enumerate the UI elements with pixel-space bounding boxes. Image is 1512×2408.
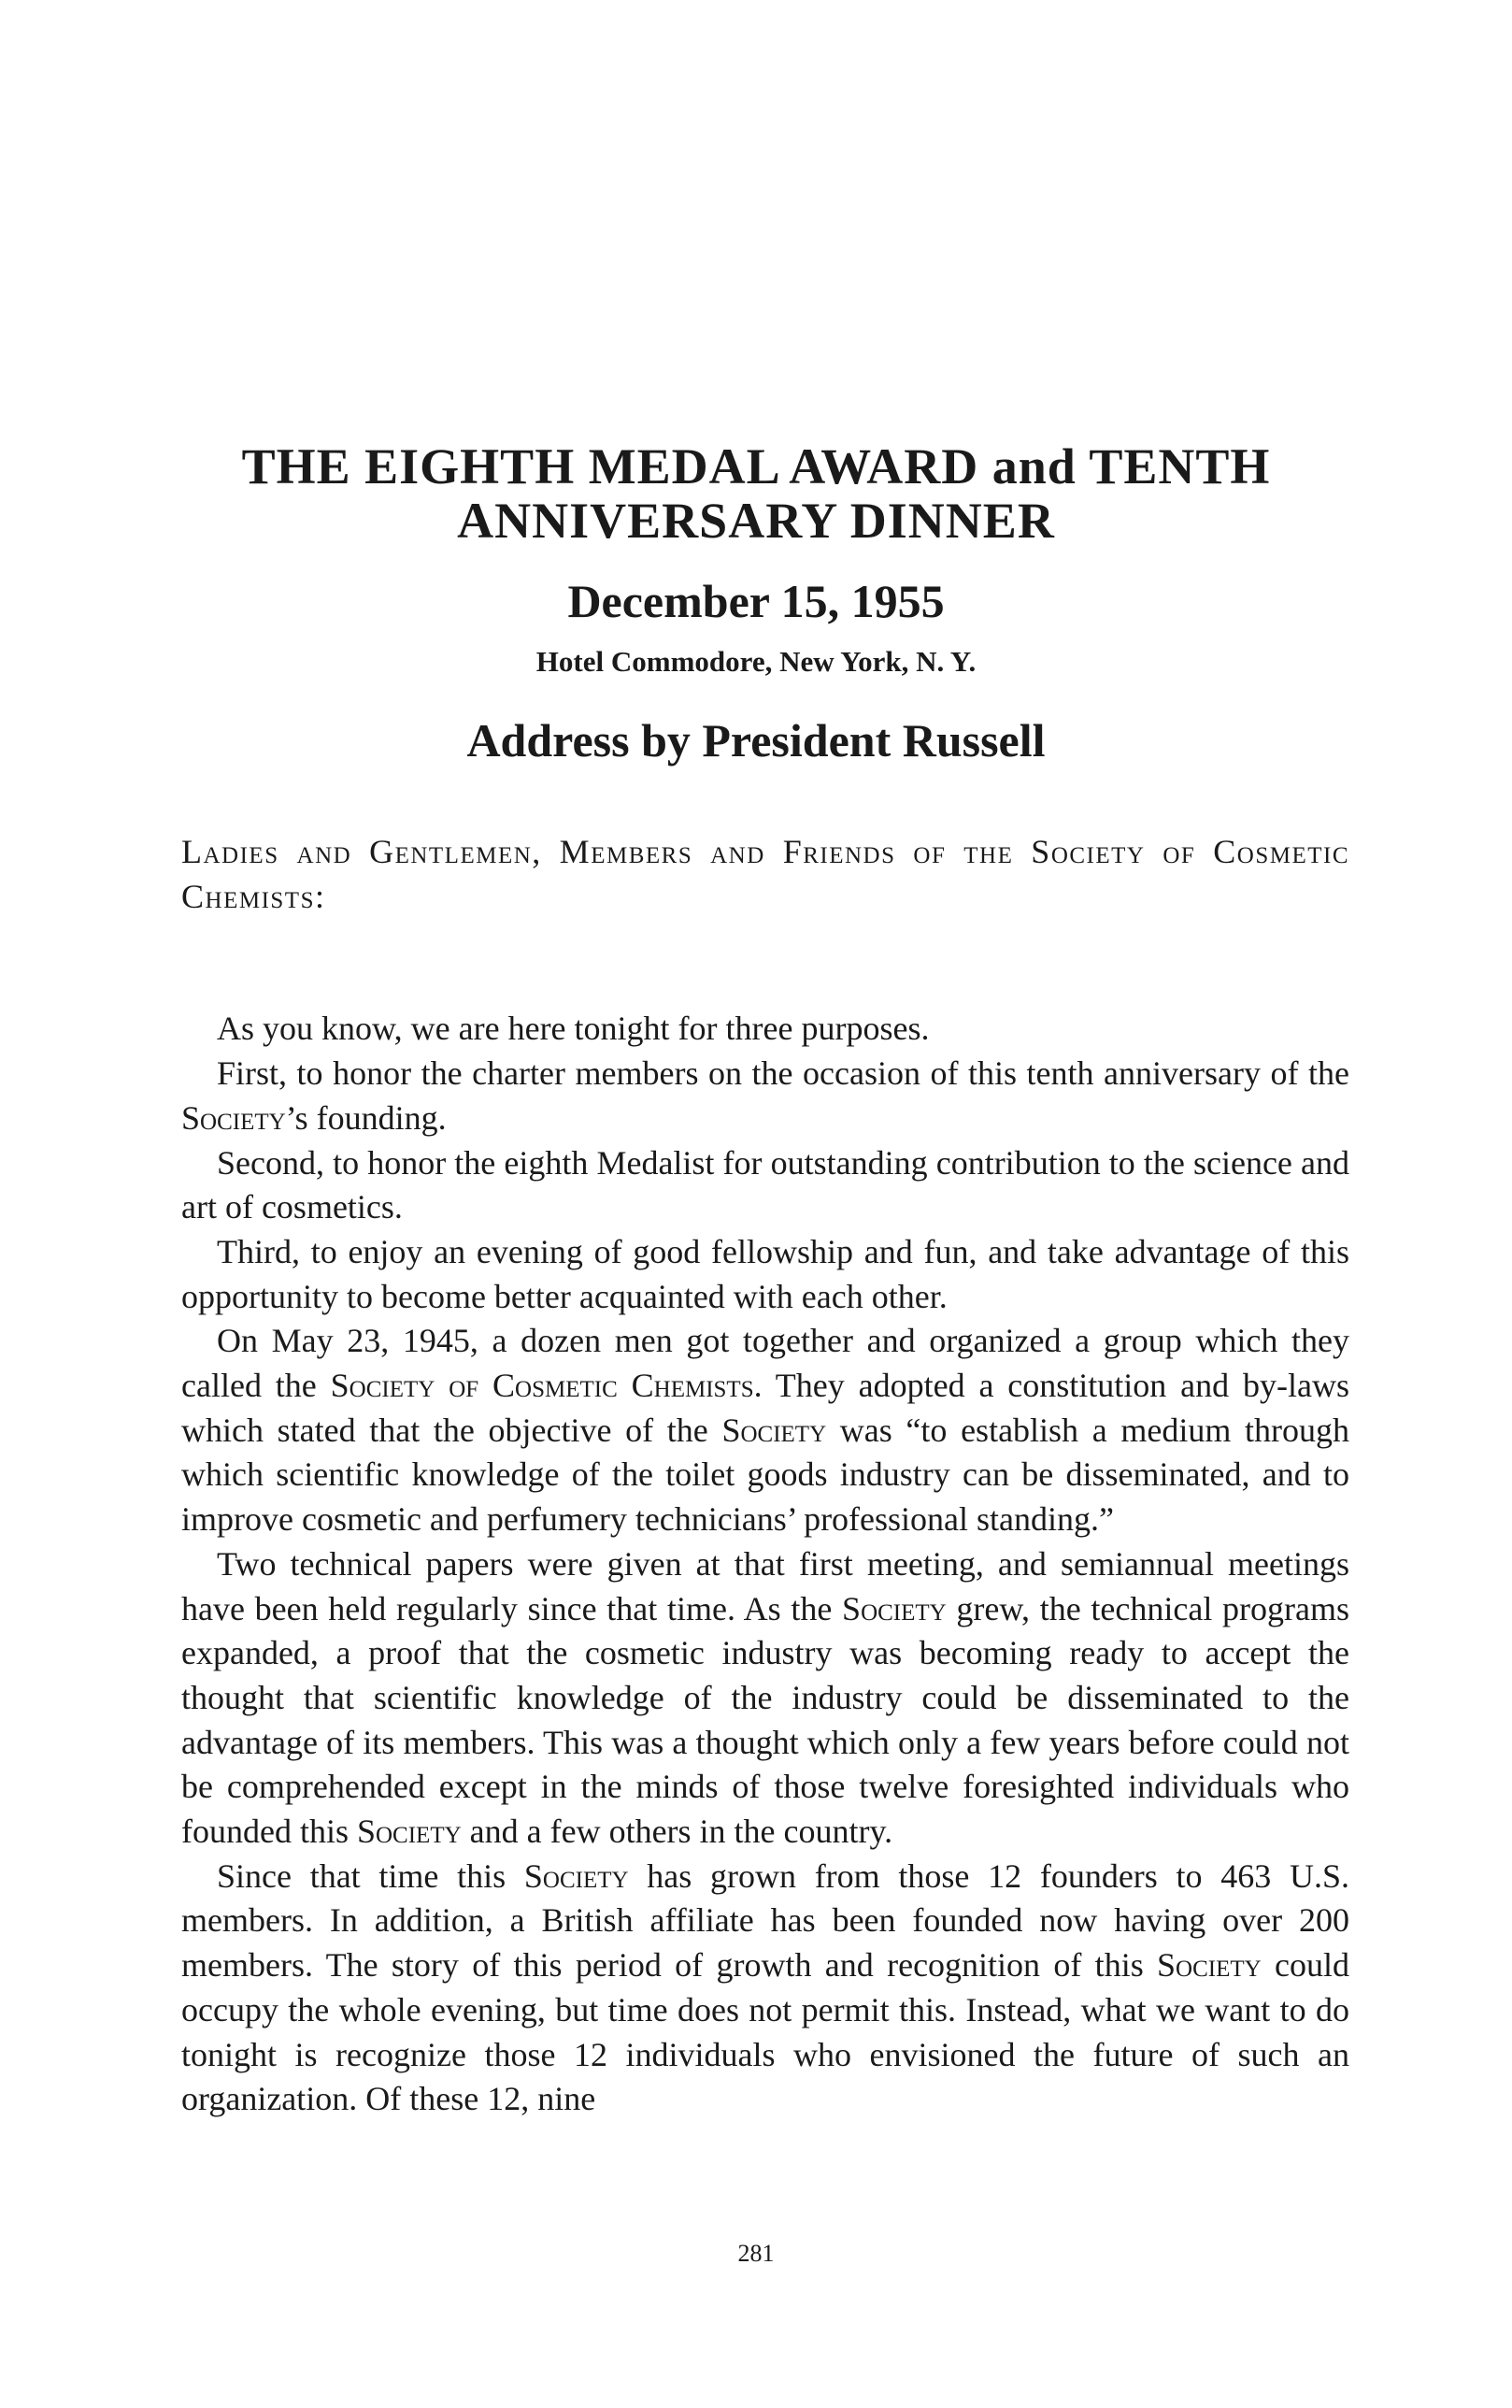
society-full-name: Society of Cosmetic Chemists <box>330 1367 754 1405</box>
society-name: Society <box>523 1856 629 1895</box>
paragraph-2 <box>181 1052 1349 1140</box>
paragraph-6 <box>181 1542 1349 1855</box>
title-line-1: THE EIGHTH MEDAL AWARD and TENTH <box>241 438 1271 494</box>
paragraph-1: As you know, we are here tonight for three purposes. <box>217 1010 930 1048</box>
paragraph-6-text-b: grew, the technical programs expanded, a proof that the cosmetic industry was becoming ready to accept the thought that scientific knowledge of the industry could be disseminated to the advantage of its members. This was a thought which only a few years before could not be comprehended except in the minds of those twelve foresighted individuals who founded this <box>181 1589 1349 1851</box>
paragraph-5-text-b: . They adopted a constitution and by-laws which stated that the objective of the <box>181 1367 1349 1449</box>
paragraph-4: Third, to enjoy an evening of good fellowship and fun, and take advantage of this opportunity to become better acquainted with each other. <box>181 1232 1349 1315</box>
paragraph-5-text-a: On May 23, 1945, a dozen men got together and organized a group which they called the <box>181 1322 1349 1405</box>
society-name: Society <box>721 1411 827 1449</box>
society-name: Society <box>356 1813 462 1851</box>
paragraph-5 <box>181 1319 1349 1542</box>
paragraph-3: Second, to honor the eighth Medalist for outstanding contribution to the science and art of cosmetics. <box>181 1143 1349 1226</box>
page-number: 281 <box>737 2240 775 2267</box>
society-name: Society <box>1157 1946 1262 1985</box>
paragraph-7-text-c: could occupy the whole evening, but time does not permit this. Instead, what we want to do tonight is recognize those 12 individuals who envisioned the future of such an organization. Of these 12, nine <box>181 1946 1350 2118</box>
paragraph-2-text-b: ’s founding. <box>285 1098 447 1137</box>
paragraph-7 <box>181 1855 1349 2122</box>
paragraph-2-text-a: First, to honor the charter members on the occasion of this tenth anniversary of the <box>217 1054 1349 1093</box>
event-date: December 15, 1955 <box>567 575 945 627</box>
society-name: Society <box>842 1589 947 1627</box>
title-line-2: ANNIVERSARY DINNER <box>457 493 1055 549</box>
address-title: Address by President Russell <box>466 714 1046 767</box>
paragraph-6-text-c: and a few others in the country. <box>461 1813 893 1851</box>
paragraph-7-text-a: Since that time this <box>217 1856 524 1895</box>
paragraph-5-text-c: was “to establish a medium through which scientific knowledge of the toilet goods industry can be disseminated, and to improve cosmetic and perfumery technicians’ professional standing.” <box>181 1411 1349 1539</box>
event-venue: Hotel Commodore, New York, N. Y. <box>535 645 977 678</box>
paragraph-7-text-b: has grown from those 12 founders to 463 U.S. members. In addition, a British affiliate has been founded now having over 200 members. The story of this period of growth and recognition of this <box>181 1856 1349 1985</box>
society-name: Society <box>181 1098 286 1137</box>
salutation: Ladies and Gentlemen, Members and Friends of the Society of Cosmetic Chemists: <box>181 833 1349 915</box>
article-body <box>181 830 1349 2122</box>
paragraph-6-text-a: Two technical papers were given at that first meeting, and semiannual meetings have been held regularly since that time. As the <box>181 1544 1349 1627</box>
article-title <box>0 439 1512 548</box>
